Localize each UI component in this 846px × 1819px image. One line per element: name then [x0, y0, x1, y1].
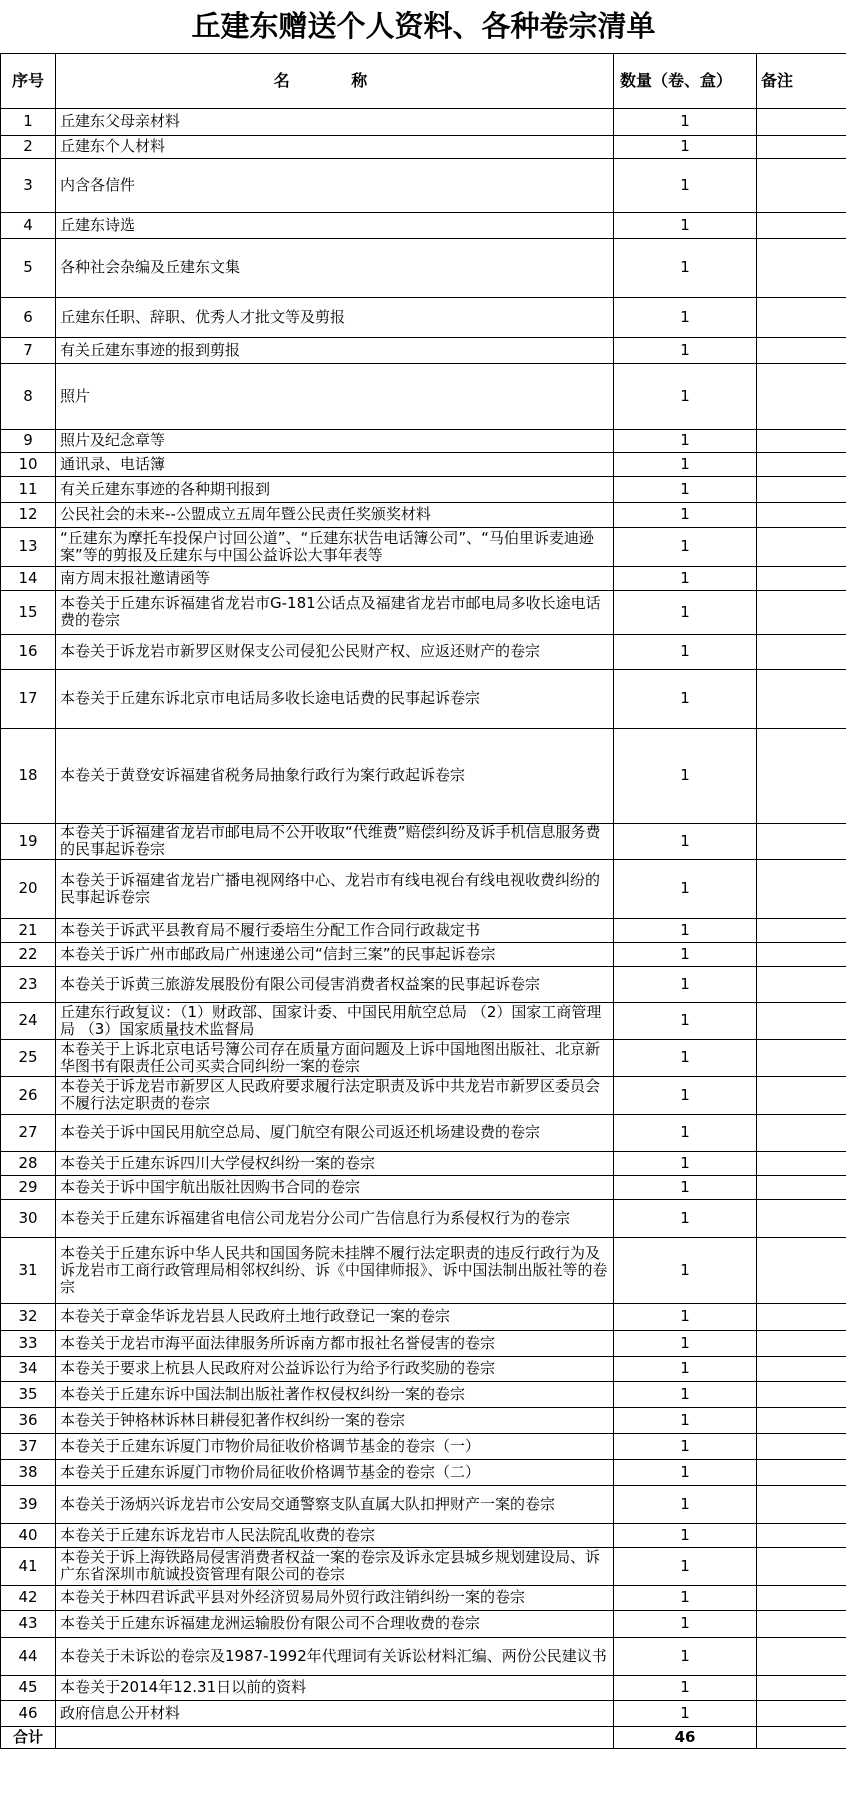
row-qty: 1	[614, 1237, 757, 1303]
table-row	[1, 1381, 846, 1407]
row-seq: 39	[1, 1485, 56, 1523]
header-seq: 序号	[1, 53, 56, 108]
row-name: 通讯录、电话簿	[56, 452, 614, 476]
row-note	[757, 942, 846, 966]
table-row	[1, 502, 846, 527]
row-note	[757, 966, 846, 1002]
row-seq: 19	[1, 823, 56, 859]
row-qty: 1	[614, 669, 757, 728]
row-note	[757, 527, 846, 566]
table-row	[1, 1407, 846, 1433]
row-note	[757, 590, 846, 634]
row-seq: 26	[1, 1076, 56, 1114]
row-note	[757, 1356, 846, 1381]
header-qty: 数量（卷、盒）	[614, 53, 757, 108]
header-note: 备注	[757, 53, 846, 108]
row-seq: 4	[1, 212, 56, 238]
table-row	[1, 1076, 846, 1114]
row-name: 本卷关于诉中国民用航空总局、厦门航空有限公司返还机场建设费的卷宗	[56, 1114, 614, 1151]
row-seq: 34	[1, 1356, 56, 1381]
row-note	[757, 1151, 846, 1175]
row-name: 本卷关于上诉北京电话号簿公司存在质量方面问题及上诉中国地图出版社、北京新华图书有限责任公司买卖合同纠纷一案的卷宗	[56, 1039, 614, 1076]
row-qty: 1	[614, 1675, 757, 1700]
table-row	[1, 1002, 846, 1039]
row-seq: 3	[1, 158, 56, 212]
row-seq: 11	[1, 476, 56, 502]
row-seq: 36	[1, 1407, 56, 1433]
row-qty: 1	[614, 429, 757, 452]
table-row	[1, 238, 846, 297]
row-name: 本卷关于丘建东诉福建龙洲运输股份有限公司不合理收费的卷宗	[56, 1610, 614, 1637]
table-row	[1, 823, 846, 859]
row-seq: 20	[1, 859, 56, 918]
table-row	[1, 634, 846, 669]
row-note	[757, 918, 846, 942]
table-row	[1, 942, 846, 966]
row-qty: 1	[614, 1381, 757, 1407]
table-row	[1, 1585, 846, 1610]
row-name: 丘建东任职、辞职、优秀人才批文等及剪报	[56, 297, 614, 337]
row-name: 本卷关于龙岩市海平面法律服务所诉南方都市报社名誉侵害的卷宗	[56, 1330, 614, 1356]
row-seq: 35	[1, 1381, 56, 1407]
row-seq: 30	[1, 1199, 56, 1237]
table-row	[1, 728, 846, 823]
header-row	[1, 53, 846, 108]
row-name: 本卷关于诉上海铁路局侵害消费者权益一案的卷宗及诉永定县城乡规划建设局、诉广东省深圳市航诚投资管理有限公司的卷宗	[56, 1547, 614, 1585]
row-name: 本卷关于丘建东诉中华人民共和国国务院未挂牌不履行法定职责的违反行政行为及诉龙岩市工商行政管理局相邻权纠纷、诉《中国律师报》、诉中国法制出版社等的卷宗	[56, 1237, 614, 1303]
row-note	[757, 1523, 846, 1547]
row-name: 南方周末报社邀请函等	[56, 566, 614, 590]
row-note	[757, 1039, 846, 1076]
table-row	[1, 1700, 846, 1726]
table-row	[1, 1237, 846, 1303]
row-name: 本卷关于丘建东诉福建省电信公司龙岩分公司广告信息行为系侵权行为的卷宗	[56, 1199, 614, 1237]
row-note	[757, 158, 846, 212]
row-seq: 25	[1, 1039, 56, 1076]
row-name: 本卷关于丘建东诉北京市电话局多收长途电话费的民事起诉卷宗	[56, 669, 614, 728]
row-qty: 1	[614, 634, 757, 669]
table-row	[1, 429, 846, 452]
row-note	[757, 1237, 846, 1303]
row-qty: 1	[614, 1199, 757, 1237]
header-name: 名 称	[56, 53, 614, 108]
row-qty: 1	[614, 297, 757, 337]
row-name: 丘建东个人材料	[56, 135, 614, 158]
table-row	[1, 1675, 846, 1700]
table-row	[1, 966, 846, 1002]
table-row	[1, 1610, 846, 1637]
row-name: 本卷关于诉福建省龙岩广播电视网络中心、龙岩市有线电视台有线电视收费纠纷的民事起诉卷宗	[56, 859, 614, 918]
row-qty: 1	[614, 1356, 757, 1381]
row-qty: 1	[614, 135, 757, 158]
total-label: 合计	[1, 1726, 56, 1748]
row-seq: 9	[1, 429, 56, 452]
row-qty: 1	[614, 1433, 757, 1459]
row-name: 本卷关于2014年12.31日以前的资料	[56, 1675, 614, 1700]
row-qty: 1	[614, 1002, 757, 1039]
total-qty: 46	[614, 1726, 757, 1748]
row-note	[757, 502, 846, 527]
row-name: 本卷关于诉广州市邮政局广州速递公司“信封三案”的民事起诉卷宗	[56, 942, 614, 966]
row-seq: 14	[1, 566, 56, 590]
table-row	[1, 1199, 846, 1237]
row-qty: 1	[614, 566, 757, 590]
row-seq: 8	[1, 363, 56, 429]
row-note	[757, 337, 846, 363]
row-qty: 1	[614, 502, 757, 527]
row-seq: 6	[1, 297, 56, 337]
row-name: 公民社会的未来--公盟成立五周年暨公民责任奖颁奖材料	[56, 502, 614, 527]
row-seq: 31	[1, 1237, 56, 1303]
row-name: 本卷关于丘建东诉厦门市物价局征收价格调节基金的卷宗（一）	[56, 1433, 614, 1459]
row-name: 丘建东诗选	[56, 212, 614, 238]
table-row	[1, 476, 846, 502]
title-row	[1, 0, 846, 53]
table-row	[1, 590, 846, 634]
row-name: 本卷关于诉龙岩市新罗区财保支公司侵犯公民财产权、应返还财产的卷宗	[56, 634, 614, 669]
row-qty: 1	[614, 1330, 757, 1356]
row-name: 照片	[56, 363, 614, 429]
row-seq: 17	[1, 669, 56, 728]
row-seq: 23	[1, 966, 56, 1002]
row-qty: 1	[614, 108, 757, 135]
total-note-cell	[757, 1726, 846, 1748]
row-name: 本卷关于诉武平县教育局不履行委培生分配工作合同行政裁定书	[56, 918, 614, 942]
row-note	[757, 728, 846, 823]
table-row	[1, 1114, 846, 1151]
row-note	[757, 1675, 846, 1700]
row-seq: 15	[1, 590, 56, 634]
row-name: 丘建东父母亲材料	[56, 108, 614, 135]
table-row	[1, 1523, 846, 1547]
table-row	[1, 297, 846, 337]
row-note	[757, 1381, 846, 1407]
row-name: “丘建东为摩托车投保户讨回公道”、“丘建东状告电话簿公司”、“马伯里诉麦迪逊案”等的剪报及丘建东与中国公益诉讼大事年表等	[56, 527, 614, 566]
row-qty: 1	[614, 1303, 757, 1330]
table-row	[1, 363, 846, 429]
row-seq: 7	[1, 337, 56, 363]
row-seq: 24	[1, 1002, 56, 1039]
row-qty: 1	[614, 363, 757, 429]
row-name: 内含各信件	[56, 158, 614, 212]
row-qty: 1	[614, 966, 757, 1002]
row-note	[757, 1585, 846, 1610]
row-seq: 33	[1, 1330, 56, 1356]
row-qty: 1	[614, 1523, 757, 1547]
table-row	[1, 1547, 846, 1585]
row-qty: 1	[614, 527, 757, 566]
row-note	[757, 1114, 846, 1151]
row-name: 照片及纪念章等	[56, 429, 614, 452]
row-note	[757, 1303, 846, 1330]
row-name: 本卷关于丘建东诉福建省龙岩市G-181公话点及福建省龙岩市邮电局多收长途电话费的卷宗	[56, 590, 614, 634]
row-note	[757, 108, 846, 135]
row-qty: 1	[614, 859, 757, 918]
row-name: 本卷关于诉黄三旅游发展股份有限公司侵害消费者权益案的民事起诉卷宗	[56, 966, 614, 1002]
row-seq: 1	[1, 108, 56, 135]
row-qty: 1	[614, 1637, 757, 1675]
row-note	[757, 859, 846, 918]
total-row	[1, 1726, 846, 1748]
row-name: 有关丘建东事迹的报到剪报	[56, 337, 614, 363]
table-row	[1, 1330, 846, 1356]
row-qty: 1	[614, 476, 757, 502]
row-name: 本卷关于钟格林诉林日耕侵犯著作权纠纷一案的卷宗	[56, 1407, 614, 1433]
row-name: 本卷关于丘建东诉厦门市物价局征收价格调节基金的卷宗（二）	[56, 1459, 614, 1485]
row-name: 本卷关于未诉讼的卷宗及1987-1992年代理词有关诉讼材料汇编、两份公民建议书	[56, 1637, 614, 1675]
row-seq: 12	[1, 502, 56, 527]
table-row	[1, 337, 846, 363]
row-name: 丘建东行政复议：（1）财政部、国家计委、中国民用航空总局 （2）国家工商管理局 （3）国家质量技术监督局	[56, 1002, 614, 1039]
row-note	[757, 566, 846, 590]
row-seq: 37	[1, 1433, 56, 1459]
total-name-cell	[56, 1726, 614, 1748]
row-note	[757, 1076, 846, 1114]
row-note	[757, 452, 846, 476]
table-row	[1, 452, 846, 476]
row-seq: 38	[1, 1459, 56, 1485]
row-seq: 21	[1, 918, 56, 942]
table-row	[1, 566, 846, 590]
row-name: 有关丘建东事迹的各种期刊报到	[56, 476, 614, 502]
row-name: 政府信息公开材料	[56, 1700, 614, 1726]
row-qty: 1	[614, 337, 757, 363]
row-qty: 1	[614, 158, 757, 212]
row-note	[757, 1637, 846, 1675]
table-row	[1, 135, 846, 158]
table-row	[1, 527, 846, 566]
row-seq: 29	[1, 1175, 56, 1199]
table-row	[1, 1175, 846, 1199]
table-row	[1, 1485, 846, 1523]
row-seq: 43	[1, 1610, 56, 1637]
table-row	[1, 158, 846, 212]
table-row	[1, 1039, 846, 1076]
row-qty: 1	[614, 1585, 757, 1610]
row-qty: 1	[614, 1076, 757, 1114]
row-name: 本卷关于诉中国宇航出版社因购书合同的卷宗	[56, 1175, 614, 1199]
table-row	[1, 669, 846, 728]
row-note	[757, 1610, 846, 1637]
row-seq: 10	[1, 452, 56, 476]
table-row	[1, 212, 846, 238]
row-seq: 41	[1, 1547, 56, 1585]
row-seq: 28	[1, 1151, 56, 1175]
row-note	[757, 1330, 846, 1356]
row-qty: 1	[614, 1459, 757, 1485]
row-note	[757, 1547, 846, 1585]
table-row	[1, 1433, 846, 1459]
row-name: 本卷关于诉龙岩市新罗区人民政府要求履行法定职责及诉中共龙岩市新罗区委员会不履行法定职责的卷宗	[56, 1076, 614, 1114]
row-qty: 1	[614, 1151, 757, 1175]
row-seq: 45	[1, 1675, 56, 1700]
row-name: 本卷关于要求上杭县人民政府对公益诉讼行为给予行政奖励的卷宗	[56, 1356, 614, 1381]
row-seq: 44	[1, 1637, 56, 1675]
row-note	[757, 135, 846, 158]
row-name: 本卷关于林四君诉武平县对外经济贸易局外贸行政注销纠纷一案的卷宗	[56, 1585, 614, 1610]
row-note	[757, 1485, 846, 1523]
row-seq: 5	[1, 238, 56, 297]
row-note	[757, 634, 846, 669]
row-qty: 1	[614, 1114, 757, 1151]
row-seq: 22	[1, 942, 56, 966]
row-qty: 1	[614, 918, 757, 942]
row-seq: 2	[1, 135, 56, 158]
row-qty: 1	[614, 942, 757, 966]
page-title: 丘建东赠送个人资料、各种卷宗清单	[1, 0, 846, 53]
row-note	[757, 238, 846, 297]
row-seq: 40	[1, 1523, 56, 1547]
table-row	[1, 1356, 846, 1381]
row-seq: 32	[1, 1303, 56, 1330]
row-note	[757, 297, 846, 337]
row-seq: 13	[1, 527, 56, 566]
row-seq: 42	[1, 1585, 56, 1610]
row-qty: 1	[614, 1610, 757, 1637]
row-seq: 46	[1, 1700, 56, 1726]
row-name: 本卷关于丘建东诉中国法制出版社著作权侵权纠纷一案的卷宗	[56, 1381, 614, 1407]
row-name: 本卷关于黄登安诉福建省税务局抽象行政行为案行政起诉卷宗	[56, 728, 614, 823]
table-row	[1, 918, 846, 942]
table-row	[1, 108, 846, 135]
row-note	[757, 823, 846, 859]
table-row	[1, 1303, 846, 1330]
row-name: 本卷关于丘建东诉龙岩市人民法院乱收费的卷宗	[56, 1523, 614, 1547]
row-note	[757, 1175, 846, 1199]
row-qty: 1	[614, 823, 757, 859]
row-note	[757, 1002, 846, 1039]
row-qty: 1	[614, 452, 757, 476]
row-seq: 27	[1, 1114, 56, 1151]
table-row	[1, 1459, 846, 1485]
row-seq: 16	[1, 634, 56, 669]
row-qty: 1	[614, 1407, 757, 1433]
row-qty: 1	[614, 1485, 757, 1523]
row-qty: 1	[614, 1175, 757, 1199]
row-note	[757, 1459, 846, 1485]
row-note	[757, 1407, 846, 1433]
row-note	[757, 1199, 846, 1237]
table-row	[1, 1151, 846, 1175]
table-row	[1, 859, 846, 918]
row-note	[757, 212, 846, 238]
row-qty: 1	[614, 1039, 757, 1076]
row-note	[757, 476, 846, 502]
row-note	[757, 1700, 846, 1726]
row-note	[757, 1433, 846, 1459]
row-qty: 1	[614, 1547, 757, 1585]
row-qty: 1	[614, 238, 757, 297]
row-qty: 1	[614, 1700, 757, 1726]
row-name: 本卷关于诉福建省龙岩市邮电局不公开收取“代维费”赔偿纠纷及诉手机信息服务费的民事起诉卷宗	[56, 823, 614, 859]
row-note	[757, 429, 846, 452]
row-name: 各种社会杂编及丘建东文集	[56, 238, 614, 297]
row-name: 本卷关于丘建东诉四川大学侵权纠纷一案的卷宗	[56, 1151, 614, 1175]
row-qty: 1	[614, 212, 757, 238]
row-name: 本卷关于章金华诉龙岩县人民政府土地行政登记一案的卷宗	[56, 1303, 614, 1330]
row-qty: 1	[614, 728, 757, 823]
row-name: 本卷关于汤炳兴诉龙岩市公安局交通警察支队直属大队扣押财产一案的卷宗	[56, 1485, 614, 1523]
table-row	[1, 1637, 846, 1675]
row-note	[757, 669, 846, 728]
row-note	[757, 363, 846, 429]
row-qty: 1	[614, 590, 757, 634]
row-seq: 18	[1, 728, 56, 823]
